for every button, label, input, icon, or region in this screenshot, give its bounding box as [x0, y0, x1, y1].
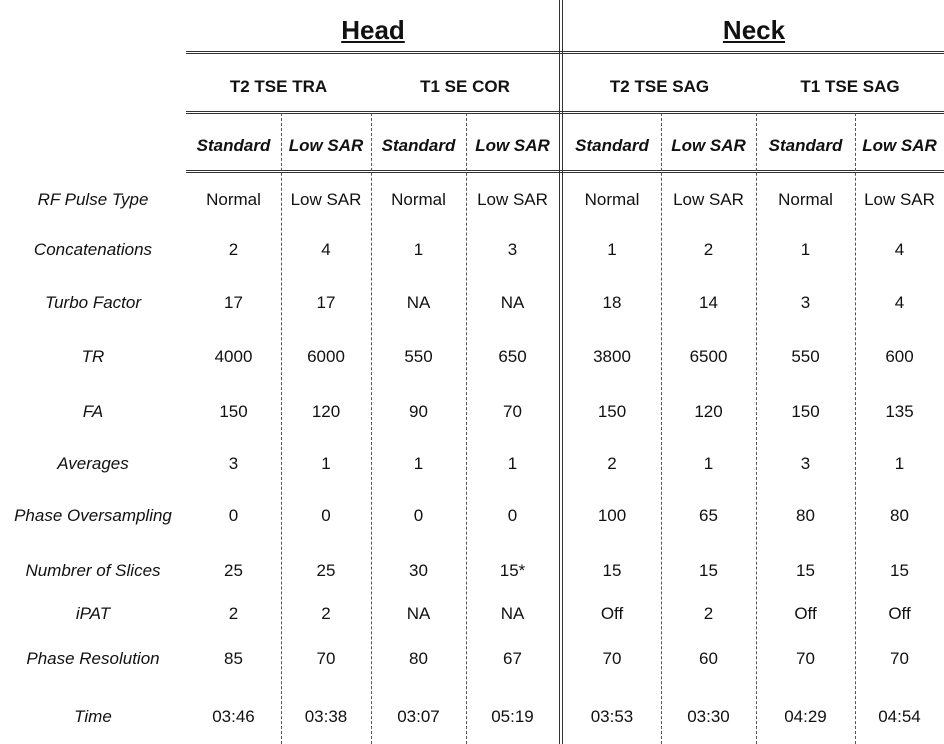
table-cell: 2	[703, 604, 714, 623]
table-cell: 150	[597, 402, 627, 421]
table-cell: 05:19	[491, 707, 534, 726]
rule-under-sections	[186, 51, 944, 54]
table-cell: 80	[890, 506, 909, 525]
table-cell: Normal	[778, 190, 833, 209]
table-cell: 1	[800, 240, 811, 259]
row-label: Phase Resolution	[26, 649, 160, 668]
table-cell: 2	[228, 604, 239, 623]
table-cell: 150	[219, 402, 248, 421]
table-cell: 1	[413, 454, 424, 473]
variant-header: Low SAR	[475, 136, 550, 155]
table-cell: 30	[409, 561, 428, 580]
table-cell: NA	[406, 293, 431, 312]
table-cell: 0	[413, 506, 424, 525]
table-cell: 2	[321, 604, 331, 623]
table-cell: 85	[224, 649, 243, 668]
table-cell: 135	[885, 402, 914, 421]
table-cell: 17	[224, 293, 243, 312]
row-label: iPAT	[75, 604, 111, 623]
sequence-header: T1 SE COR	[420, 77, 510, 96]
row-label: Turbo Factor	[44, 293, 142, 312]
table-cell: 65	[699, 506, 718, 525]
sequence-header: T2 TSE SAG	[609, 77, 710, 96]
table-cell: 80	[409, 649, 428, 668]
row-label: Averages	[57, 454, 129, 473]
table-cell: 15	[699, 561, 718, 580]
table-cell: 70	[796, 649, 815, 668]
table-cell: 18	[602, 293, 622, 312]
table-cell: 4	[894, 293, 905, 312]
table-cell: 100	[597, 506, 627, 525]
variant-header: Low SAR	[671, 136, 746, 155]
table-cell: 15*	[499, 561, 526, 580]
table-cell: 03:30	[687, 707, 730, 726]
row-label: Concatenations	[33, 240, 153, 259]
table-cell: 3	[507, 240, 518, 259]
row-label: TR	[81, 347, 105, 366]
table-cell: 70	[503, 402, 522, 421]
table-cell: Low SAR	[290, 190, 362, 209]
table-cell: 14	[699, 293, 718, 312]
row-label: Time	[74, 707, 112, 726]
table-cell: 3800	[593, 347, 631, 366]
section-title-neck: Neck	[722, 15, 786, 45]
table-cell: 15	[890, 561, 909, 580]
table-cell: 550	[404, 347, 433, 366]
table-cell: NA	[406, 604, 431, 623]
table-cell: 0	[321, 506, 331, 525]
variant-header: Standard	[575, 136, 649, 155]
variant-header: Low SAR	[862, 136, 937, 155]
table-cell: 15	[602, 561, 622, 580]
row-label: FA	[82, 402, 104, 421]
table-cell: 4	[321, 240, 331, 259]
table-cell: NA	[500, 604, 525, 623]
table-cell: 1	[413, 240, 424, 259]
variant-header: Low SAR	[288, 136, 364, 155]
table-cell: 80	[796, 506, 815, 525]
table-cell: 120	[694, 402, 723, 421]
table-cell: 1	[894, 454, 905, 473]
table-cell: 03:53	[590, 707, 634, 726]
variant-header: Standard	[381, 136, 456, 155]
table-cell: 120	[311, 402, 341, 421]
table-cell: 4	[894, 240, 905, 259]
table-cell: 04:54	[878, 707, 921, 726]
table-cell: 04:29	[784, 707, 827, 726]
table-cell: Normal	[391, 190, 446, 209]
section-title-head: Head	[341, 15, 405, 45]
table-cell: Low SAR	[477, 190, 548, 209]
table-cell: Normal	[584, 190, 640, 209]
table-cell: 3	[800, 454, 811, 473]
table-cell: 600	[885, 347, 914, 366]
variant-header: Standard	[768, 136, 843, 155]
row-label: RF Pulse Type	[37, 190, 149, 209]
table-cell: 03:38	[304, 707, 348, 726]
table-cell: 25	[316, 561, 336, 580]
table-cell: 25	[224, 561, 243, 580]
table-cell: Off	[600, 604, 624, 623]
row-label: Phase Oversampling	[14, 506, 172, 525]
table-cell: 70	[890, 649, 909, 668]
table-cell: Low SAR	[864, 190, 935, 209]
table-cell: 15	[796, 561, 815, 580]
table-cell: 6500	[689, 347, 728, 366]
table-cell: 150	[791, 402, 820, 421]
table-cell: 70	[602, 649, 622, 668]
table-cell: 60	[699, 649, 718, 668]
table-cell: 3	[228, 454, 239, 473]
table-cell: Off	[794, 604, 817, 623]
table-cell: 650	[498, 347, 527, 366]
table-cell: 1	[703, 454, 714, 473]
table-cell: 70	[316, 649, 336, 668]
table-cell: Normal	[206, 190, 261, 209]
sequence-header: T2 TSE TRA	[229, 77, 328, 96]
table-cell: 03:07	[397, 707, 440, 726]
rule-under-variants	[186, 170, 944, 173]
table-cell: NA	[500, 293, 525, 312]
table-cell: 0	[228, 506, 239, 525]
table-cell: 0	[507, 506, 518, 525]
table-cell: Low SAR	[673, 190, 744, 209]
table-cell: 2	[703, 240, 714, 259]
variant-header: Standard	[196, 136, 271, 155]
table-cell: 90	[409, 402, 428, 421]
section-divider	[559, 0, 563, 744]
table-cell: 550	[791, 347, 820, 366]
table-cell: 1	[321, 454, 331, 473]
rule-under-sequences	[186, 111, 944, 114]
table-cell: 67	[503, 649, 522, 668]
table-cell: 6000	[307, 347, 345, 366]
table-cell: Off	[888, 604, 911, 623]
table-cell: 03:46	[212, 707, 255, 726]
table-cell: 1	[507, 454, 518, 473]
row-label: Numbrer of Slices	[25, 561, 161, 580]
table-cell: 17	[316, 293, 336, 312]
table-cell: 4000	[214, 347, 253, 366]
table-cell: 1	[607, 240, 617, 259]
sequence-header: T1 TSE SAG	[800, 77, 900, 96]
table-cell: 3	[800, 293, 811, 312]
table-cell: 2	[607, 454, 617, 473]
table-cell: 2	[228, 240, 239, 259]
